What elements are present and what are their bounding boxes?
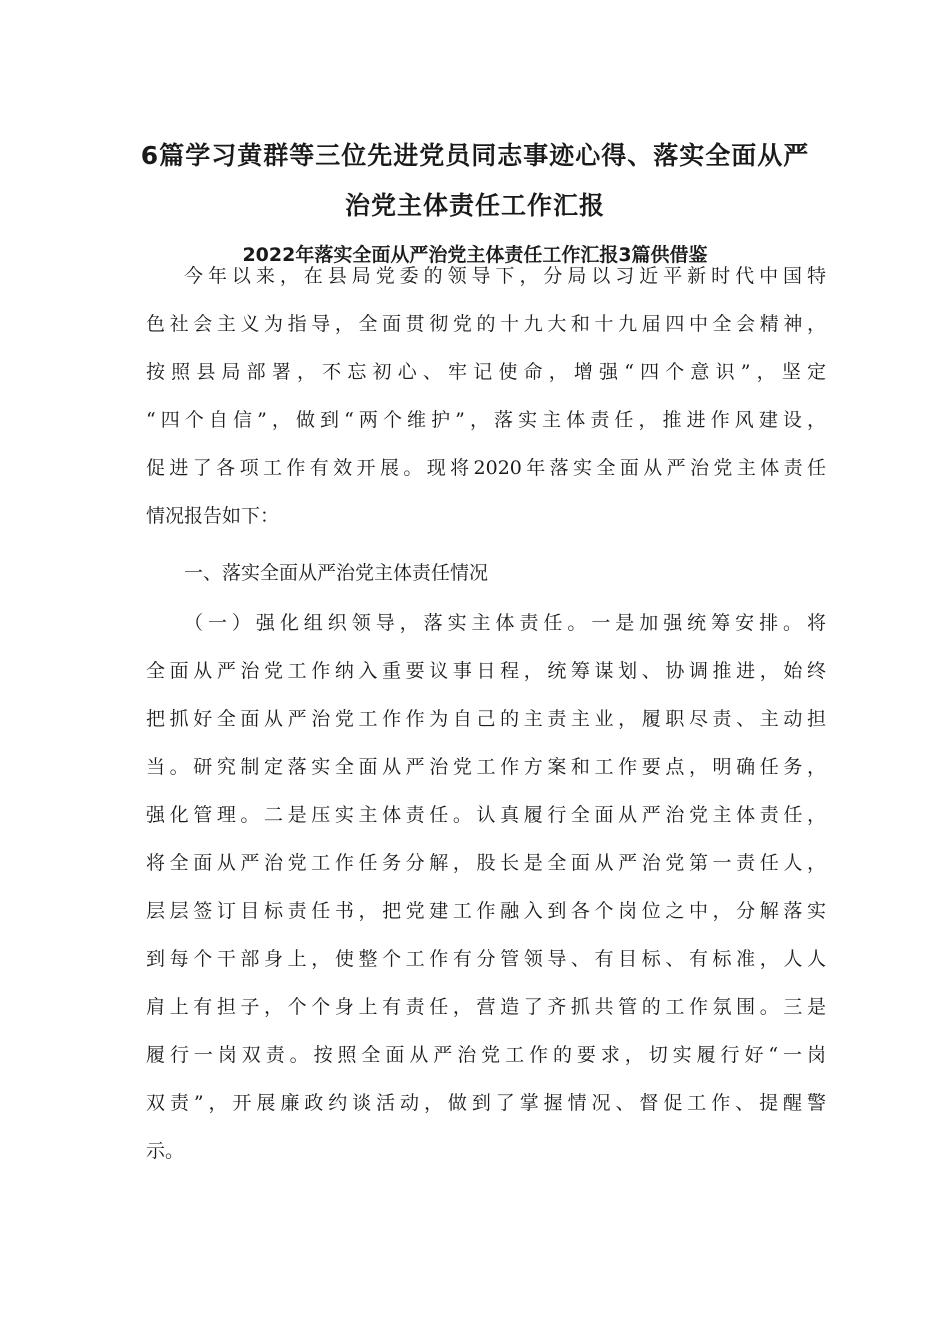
paragraph-intro	[146, 252, 826, 540]
paragraph-line: 全面从严治党工作纳入重要议事日程，统筹谋划、协调推进，始终	[146, 660, 826, 682]
section-heading: 一、落实全面从严治党主体责任情况	[184, 562, 489, 584]
paragraph-line: 促进了各项工作有效开展。现将2020年落实全面从严治党主体责任	[146, 457, 826, 479]
paragraph-line: 层层签订目标责任书，把党建工作融入到各个岗位之中，分解落实	[146, 900, 826, 922]
section-heading-block	[146, 549, 826, 597]
document-subtitle: 2022年落实全面从严治党主体责任工作汇报3篇供借鉴	[242, 244, 708, 266]
paragraph-line: （一）强化组织领导，落实主体责任。一是加强统筹安排。将	[184, 612, 826, 634]
paragraph-line: 双责”，开展廉政约谈活动，做到了掌握情况、督促工作、提醒警	[146, 1092, 826, 1114]
paragraph-line: 色社会主义为指导，全面贯彻党的十九大和十九届四中全会精神，	[146, 313, 826, 335]
document-title-line2: 治党主体责任工作汇报	[344, 191, 605, 220]
paragraph-line: 到每个干部身上，使整个工作有分管领导、有目标、有标准，人人	[146, 948, 826, 970]
paragraph-line: “四个自信”，做到“两个维护”，落实主体责任，推进作风建设，	[146, 409, 826, 431]
paragraph-line: 当。研究制定落实全面从严治党工作方案和工作要点，明确任务，	[146, 756, 826, 778]
paragraph-line: 强化管理。二是压实主体责任。认真履行全面从严治党主体责任，	[146, 804, 826, 826]
paragraph-line: 示。	[146, 1140, 185, 1162]
paragraph-line: 把抓好全面从严治党工作作为自己的主责主业，履职尽责、主动担	[146, 708, 826, 730]
paragraph-line: 按照县局部署，不忘初心、牢记使命，增强“四个意识”，坚定	[146, 361, 826, 383]
paragraph-line: 今年以来，在县局党委的领导下，分局以习近平新时代中国特	[184, 265, 826, 287]
paragraph-line: 履行一岗双责。按照全面从严治党工作的要求，切实履行好“一岗	[146, 1044, 826, 1066]
document-title-line1: 6篇学习黄群等三位先进党员同志事迹心得、落实全面从严	[140, 141, 810, 170]
paragraph-line: 情况报告如下：	[146, 505, 280, 527]
paragraph-line: 肩上有担子，个个身上有责任，营造了齐抓共管的工作氛围。三是	[146, 996, 826, 1018]
paragraph-line: 将全面从严治党工作任务分解，股长是全面从严治党第一责任人，	[146, 852, 826, 874]
paragraph-section1	[146, 599, 826, 1175]
